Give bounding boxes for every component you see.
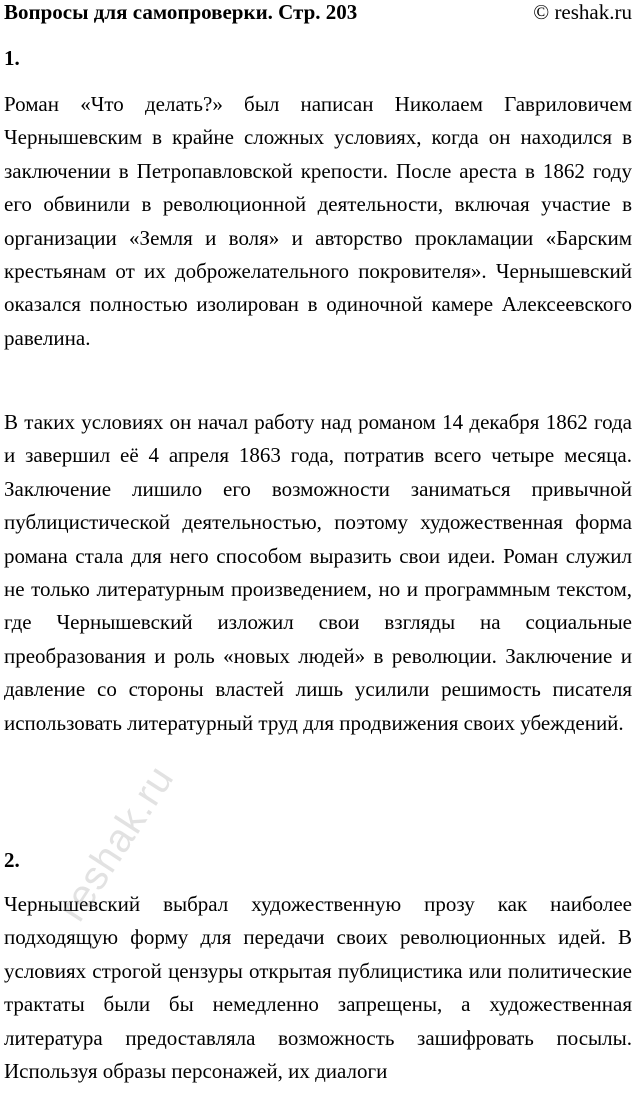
answer-1-paragraph-1: Роман «Что делать?» был написан Николаем Гавриловичем Чернышевским в крайне сложных условиях, когда он находился в заключении в Петропавловской крепости. После ареста в 1862 году его обвинили в революционной деятельности, включая участие в организации «Земля и воля» и авторство прокламации «Барским крестьянам от их доброжелательного покровителя». Чернышевский оказался полностью изолирован в одиночной камере Алексеевского равелина. bbox=[4, 92, 632, 350]
question-number-2: 2. bbox=[4, 848, 20, 872]
site-credit: © reshak.ru bbox=[533, 0, 632, 24]
page-header bbox=[4, 0, 632, 26]
watermark: reshak.ru bbox=[50, 757, 183, 929]
answer-1-paragraph-2: В таких условиях он начал работу над романом 14 декабря 1862 года и завершил её 4 апреля 1863 года, потратив всего четыре месяца. Заключение лишило его возможности заниматься привычной публицистической деятельностью, поэтому художественная форма романа стала для него способом выразить свои идеи. Роман служил не только литературным произведением, но и программным текстом, где Чернышевский изложил свои взгляды на социальные преобразования и роль «новых людей» в революции. Заключение и давление со стороны властей лишь усилили решимость писателя использовать литературный труд для продвижения своих убеждений. bbox=[4, 410, 632, 735]
question-number-1: 1. bbox=[4, 46, 20, 70]
section-title: Вопросы для самопроверки. Стр. 203 bbox=[4, 0, 358, 24]
answer-2-paragraph-1: Чернышевский выбрал художественную прозу как наиболее подходящую форму для передачи своих революционных идей. В условиях строгой цензуры открытая публицистика или политические трактаты были бы немедленно запрещены, а художественная литература предоставляла возможность зашифровать посылы. Используя образы персонажей, их диалоги bbox=[4, 892, 632, 1084]
